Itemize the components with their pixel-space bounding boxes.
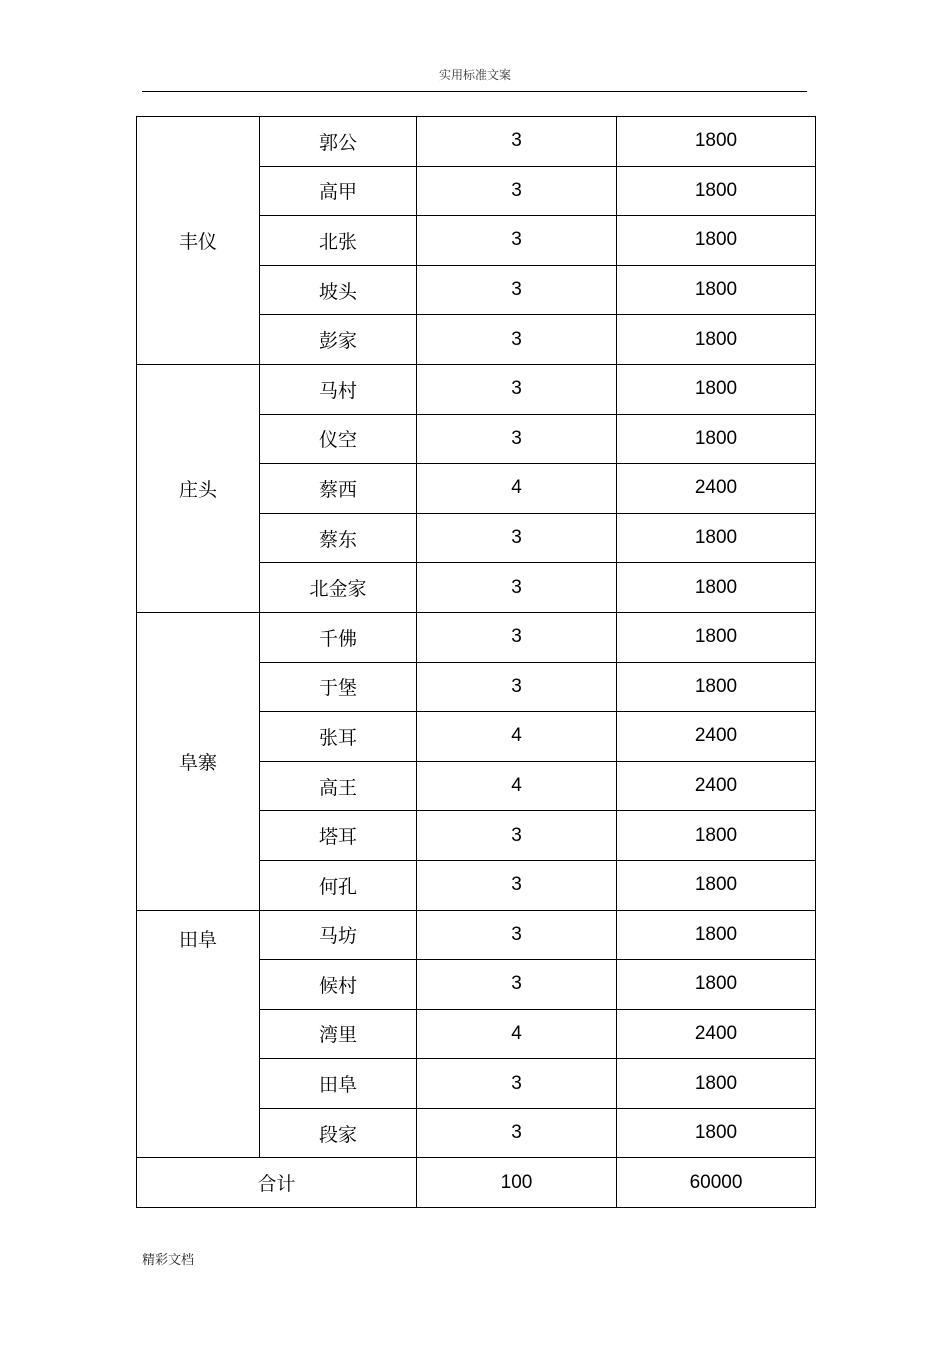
count-cell: 3 <box>417 662 617 712</box>
amount-cell: 1800 <box>617 811 816 861</box>
count-cell: 3 <box>417 364 617 414</box>
count-cell: 3 <box>417 612 617 662</box>
village-cell: 高甲 <box>260 166 417 216</box>
amount-cell: 1800 <box>617 364 816 414</box>
count-cell: 3 <box>417 117 617 167</box>
count-cell: 4 <box>417 761 617 811</box>
amount-cell: 1800 <box>617 960 816 1010</box>
table-row <box>137 364 816 414</box>
village-cell: 田阜 <box>260 1059 417 1109</box>
village-cell: 段家 <box>260 1108 417 1158</box>
village-cell: 塔耳 <box>260 811 417 861</box>
amount-cell: 1800 <box>617 117 816 167</box>
amount-cell: 1800 <box>617 1059 816 1109</box>
village-cell: 蔡西 <box>260 464 417 514</box>
header-divider <box>142 91 807 92</box>
count-cell: 3 <box>417 315 617 365</box>
amount-cell: 1800 <box>617 612 816 662</box>
village-cell: 湾里 <box>260 1009 417 1059</box>
count-cell: 3 <box>417 414 617 464</box>
village-cell: 何孔 <box>260 860 417 910</box>
village-cell: 高王 <box>260 761 417 811</box>
count-cell: 4 <box>417 712 617 762</box>
amount-cell: 2400 <box>617 464 816 514</box>
village-cell: 郭公 <box>260 117 417 167</box>
amount-cell: 2400 <box>617 1009 816 1059</box>
village-cell: 张耳 <box>260 712 417 762</box>
total-amount: 60000 <box>617 1158 816 1208</box>
village-cell: 于堡 <box>260 662 417 712</box>
village-cell: 坡头 <box>260 265 417 315</box>
count-cell: 3 <box>417 513 617 563</box>
amount-cell: 1800 <box>617 414 816 464</box>
village-cell: 候村 <box>260 960 417 1010</box>
page-header: 实用标准文案 <box>438 68 511 82</box>
amount-cell: 1800 <box>617 265 816 315</box>
amount-cell: 1800 <box>617 1108 816 1158</box>
amount-cell: 1800 <box>617 860 816 910</box>
village-cell: 蔡东 <box>260 513 417 563</box>
village-cell: 北金家 <box>260 563 417 613</box>
count-cell: 3 <box>417 860 617 910</box>
total-count: 100 <box>417 1158 617 1208</box>
total-row <box>137 1158 816 1208</box>
allocation-table <box>136 116 816 1208</box>
table-row <box>137 117 816 167</box>
count-cell: 3 <box>417 811 617 861</box>
count-cell: 3 <box>417 166 617 216</box>
village-cell: 千佛 <box>260 612 417 662</box>
village-cell: 北张 <box>260 216 417 266</box>
amount-cell: 1800 <box>617 513 816 563</box>
amount-cell: 2400 <box>617 761 816 811</box>
count-cell: 3 <box>417 1059 617 1109</box>
count-cell: 4 <box>417 1009 617 1059</box>
count-cell: 3 <box>417 265 617 315</box>
town-cell: 丰仪 <box>137 117 260 365</box>
town-cell: 庄头 <box>137 364 260 612</box>
amount-cell: 1800 <box>617 315 816 365</box>
table-body <box>137 117 816 1208</box>
amount-cell: 1800 <box>617 662 816 712</box>
table-row <box>137 910 816 960</box>
page-footer: 精彩文档 <box>142 1253 195 1268</box>
count-cell: 3 <box>417 910 617 960</box>
village-cell: 彭家 <box>260 315 417 365</box>
table-row <box>137 612 816 662</box>
count-cell: 3 <box>417 563 617 613</box>
town-cell: 田阜 <box>137 910 260 1158</box>
count-cell: 3 <box>417 960 617 1010</box>
total-label: 合计 <box>137 1158 417 1208</box>
count-cell: 3 <box>417 216 617 266</box>
amount-cell: 2400 <box>617 712 816 762</box>
village-cell: 马村 <box>260 364 417 414</box>
count-cell: 4 <box>417 464 617 514</box>
count-cell: 3 <box>417 1108 617 1158</box>
amount-cell: 1800 <box>617 166 816 216</box>
amount-cell: 1800 <box>617 910 816 960</box>
village-cell: 仪空 <box>260 414 417 464</box>
town-cell: 阜寨 <box>137 612 260 910</box>
amount-cell: 1800 <box>617 563 816 613</box>
amount-cell: 1800 <box>617 216 816 266</box>
village-cell: 马坊 <box>260 910 417 960</box>
